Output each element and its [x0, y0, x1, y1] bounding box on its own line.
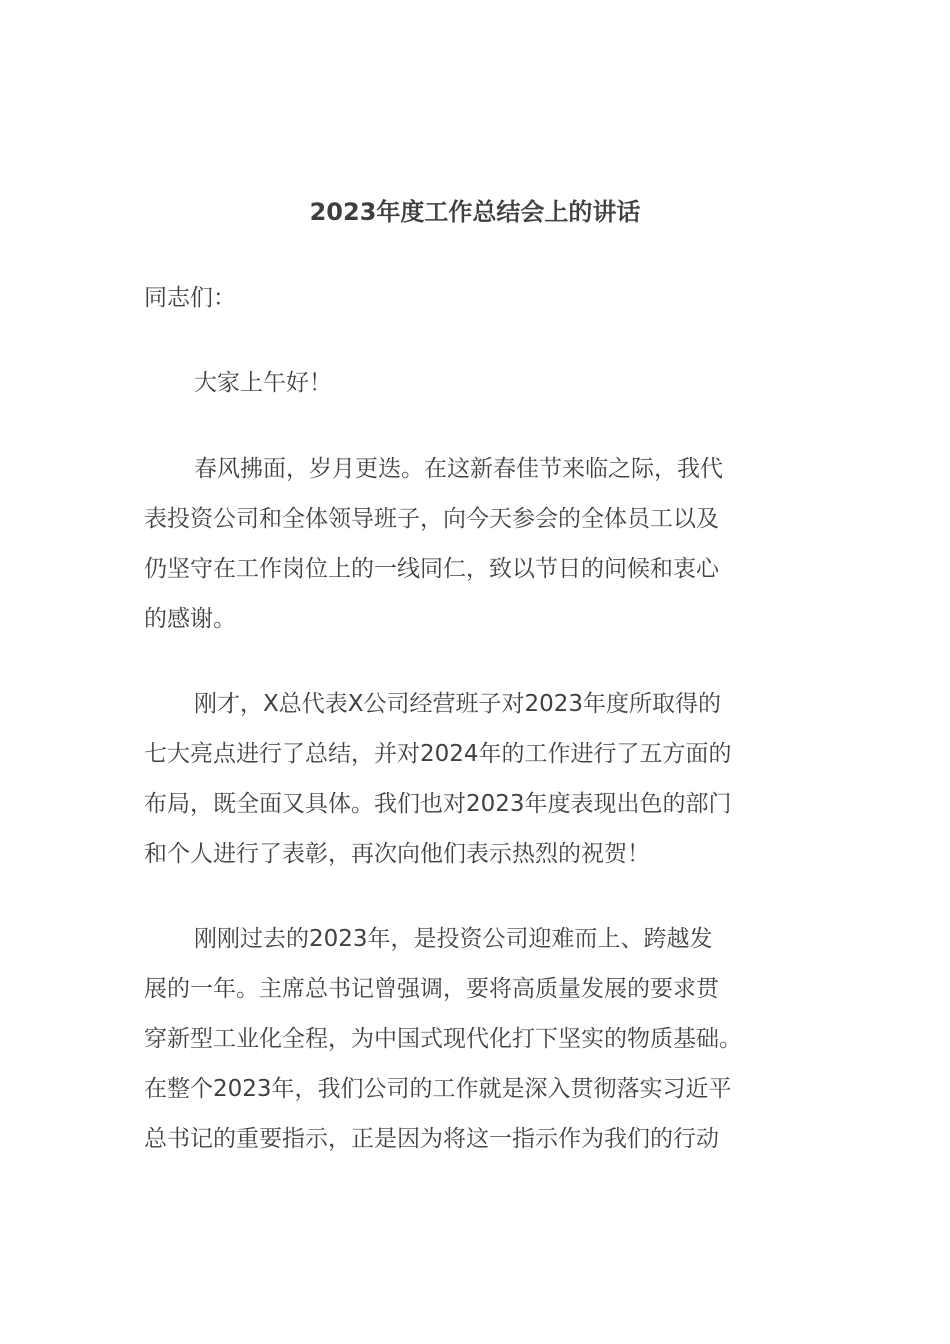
paragraph-line: 七大亮点进行了总结，并对2024年的工作进行了五方面的 [144, 741, 732, 767]
paragraph-line: 穿新型工业化全程，为中国式现代化打下坚实的物质基础。 [144, 1026, 742, 1052]
paragraph-line: 和个人进行了表彰，再次向他们表示热烈的祝贺！ [144, 841, 650, 867]
paragraph-line: 的感谢。 [144, 606, 236, 632]
paragraph-new-year-wishes [144, 444, 808, 644]
paragraph-2023-summary [144, 914, 808, 1164]
paragraph-line: 刚才，X总代表X公司经营班子对2023年度所取得的 [194, 691, 722, 717]
paragraph-line: 大家上午好！ [194, 370, 332, 396]
paragraph-review [144, 679, 808, 879]
paragraph-line: 仍坚守在工作岗位上的一线同仁，致以节日的问候和衷心 [144, 556, 719, 582]
paragraph-greeting [144, 358, 808, 408]
document-title: 2023年度工作总结会上的讲话 [309, 198, 641, 226]
paragraph-line: 刚刚过去的2023年，是投资公司迎难而上、跨越发 [194, 926, 713, 952]
paragraph-line: 春风拂面，岁月更迭。在这新春佳节来临之际，我代 [194, 456, 723, 482]
paragraph-line: 总书记的重要指示，正是因为将这一指示作为我们的行动 [144, 1126, 719, 1152]
paragraph-line: 展的一年。主席总书记曾强调，要将高质量发展的要求贯 [144, 976, 719, 1002]
salutation: 同志们： [144, 285, 236, 311]
paragraph-line: 在整个2023年，我们公司的工作就是深入贯彻落实习近平 [144, 1076, 732, 1102]
paragraph-line: 布局，既全面又具体。我们也对2023年度表现出色的部门 [144, 791, 732, 817]
paragraph-line: 表投资公司和全体领导班子，向今天参会的全体员工以及 [144, 506, 719, 532]
